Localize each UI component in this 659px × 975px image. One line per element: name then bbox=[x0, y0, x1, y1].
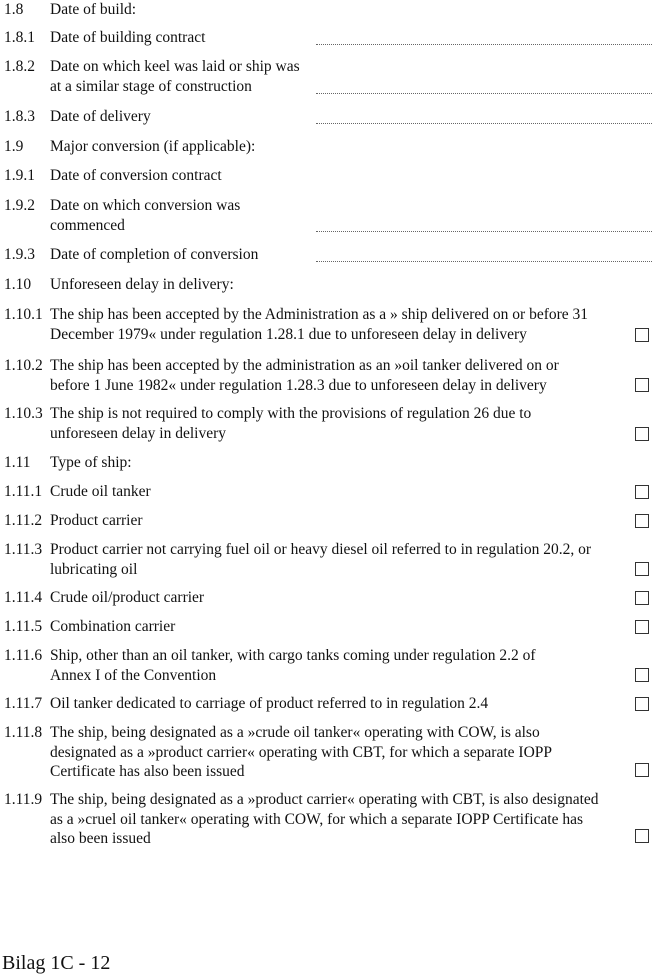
item-label: Product carrier bbox=[50, 512, 143, 529]
conversion-commenced-date-field[interactable] bbox=[316, 231, 652, 232]
checkbox-1-11-4[interactable] bbox=[635, 591, 649, 605]
item-number: 1.11.6 bbox=[4, 647, 43, 664]
item-label: Date of conversion contract bbox=[50, 167, 222, 184]
item-label: Type of ship: bbox=[50, 454, 132, 471]
item-number: 1.9 bbox=[4, 138, 24, 155]
item-number: 1.9.3 bbox=[4, 246, 35, 263]
item-label: Oil tanker dedicated to carriage of product referred to in regulation 2.4 bbox=[50, 695, 489, 712]
item-label: Date of build: bbox=[50, 1, 137, 18]
item-number: 1.10 bbox=[4, 276, 32, 293]
date-of-delivery-field[interactable] bbox=[316, 123, 652, 124]
item-number: 1.10.2 bbox=[4, 357, 43, 374]
item-number: 1.9.1 bbox=[4, 167, 35, 184]
item-number: 1.8.1 bbox=[4, 29, 35, 46]
checkbox-1-11-3[interactable] bbox=[635, 562, 649, 576]
checkbox-1-11-1[interactable] bbox=[635, 485, 649, 499]
item-number: 1.11.4 bbox=[4, 589, 43, 606]
checkbox-1-11-9[interactable] bbox=[635, 829, 649, 843]
keel-laid-date-field[interactable] bbox=[316, 93, 652, 94]
item-label: Date on which conversion was commenced bbox=[50, 197, 241, 234]
item-label: Combination carrier bbox=[50, 618, 176, 635]
item-number: 1.8.3 bbox=[4, 108, 35, 125]
item-number: 1.11.1 bbox=[4, 483, 43, 500]
item-number: 1.11.9 bbox=[4, 791, 43, 808]
item-label: Crude oil tanker bbox=[50, 483, 151, 500]
item-label: Major conversion (if applicable): bbox=[50, 138, 256, 155]
item-number: 1.11 bbox=[4, 454, 31, 471]
item-number: 1.10.3 bbox=[4, 405, 43, 422]
item-number: 1.11.8 bbox=[4, 724, 43, 741]
item-number: 1.9.2 bbox=[4, 197, 35, 214]
item-number: 1.11.5 bbox=[4, 618, 43, 635]
item-label: Product carrier not carrying fuel oil or heavy diesel oil referred to in regulation 20.2, or lubricating oil bbox=[50, 541, 592, 578]
conversion-completion-date-field[interactable] bbox=[316, 261, 652, 262]
item-label: Date of delivery bbox=[50, 108, 151, 125]
item-label: Unforeseen delay in delivery: bbox=[50, 276, 234, 293]
item-label: Date of completion of conversion bbox=[50, 246, 259, 263]
item-label: The ship is not required to comply with the provisions of regulation 26 due to unforeseen delay in delivery bbox=[50, 405, 532, 442]
checkbox-1-10-2[interactable] bbox=[635, 378, 649, 392]
item-number: 1.10.1 bbox=[4, 306, 43, 323]
item-label: The ship, being designated as a »crude oil tanker« operating with COW, is also designated as a »product carrier« operating with CBT, for which a separate IOPP Certificate has also been issued bbox=[50, 724, 553, 780]
checkbox-1-11-5[interactable] bbox=[635, 620, 649, 634]
item-label: Crude oil/product carrier bbox=[50, 589, 205, 606]
item-label: The ship has been accepted by the Administration as a » ship delivered on or before 31 December 1979« under regulation 1.28.1 due to unforeseen delay in delivery bbox=[50, 306, 589, 343]
item-number: 1.11.2 bbox=[4, 512, 43, 529]
item-number: 1.8 bbox=[4, 1, 24, 18]
checkbox-1-10-1[interactable] bbox=[635, 328, 649, 342]
item-number: 1.11.3 bbox=[4, 541, 43, 558]
item-label: The ship, being designated as a »product carrier« operating with CBT, is also designated as a »cruel oil tanker« operating with COW, for which a separate IOPP Certificate has also been issued bbox=[50, 791, 599, 847]
item-number: 1.11.7 bbox=[4, 695, 43, 712]
checkbox-1-10-3[interactable] bbox=[635, 427, 649, 441]
item-label: The ship has been accepted by the administration as an »oil tanker delivered on or before 1 June 1982« under regulation 1.28.3 due to unforeseen delay in delivery bbox=[50, 357, 559, 394]
page-footer: Bilag 1C - 12 bbox=[2, 952, 111, 974]
checkbox-1-11-6[interactable] bbox=[635, 668, 649, 682]
checkbox-1-11-2[interactable] bbox=[635, 514, 649, 528]
item-label: Ship, other than an oil tanker, with cargo tanks coming under regulation 2.2 of Annex I of the Convention bbox=[50, 647, 536, 684]
checkbox-1-11-8[interactable] bbox=[635, 763, 649, 777]
item-label: Date on which keel was laid or ship was at a similar stage of construction bbox=[50, 58, 300, 95]
item-label: Date of building contract bbox=[50, 29, 206, 46]
item-number: 1.8.2 bbox=[4, 58, 35, 75]
checkbox-1-11-7[interactable] bbox=[635, 697, 649, 711]
date-of-building-contract-field[interactable] bbox=[316, 44, 652, 45]
